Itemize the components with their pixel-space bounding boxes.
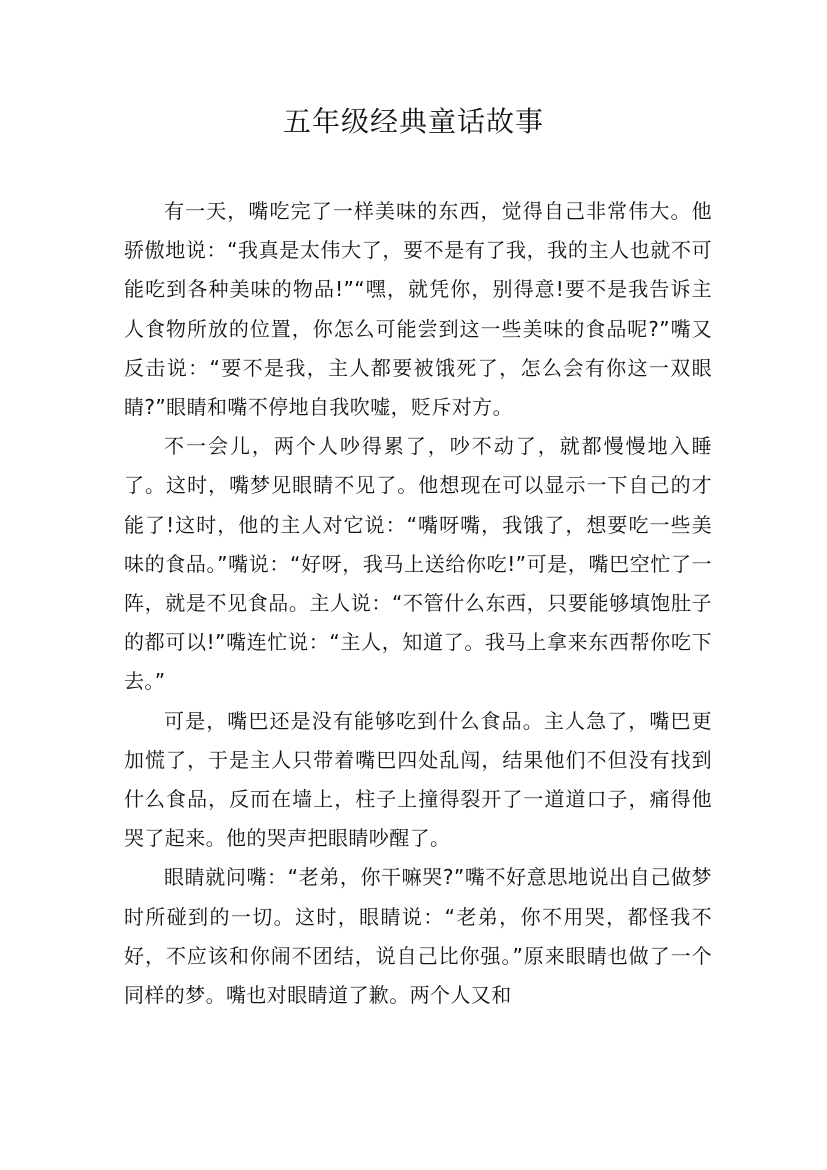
- document-body: [124, 192, 712, 1015]
- paragraph-2: 不一会儿，两个人吵得累了，吵不动了，就都慢慢地入睡了。这时，嘴梦见眼睛不见了。他想现在可以显示一下自己的才能了!这时，他的主人对它说：“嘴呀嘴，我饿了，想要吃一些美味的食品。”嘴说：“好呀，我马上送给你吃!”可是，嘴巴空忙了一阵，就是不见食品。主人说：“不管什么东西，只要能够填饱肚子的都可以!”嘴连忙说：“主人，知道了。我马上拿来东西帮你吃下去。”: [124, 434, 712, 694]
- document-title: 五年级经典童话故事: [282, 105, 544, 138]
- paragraph-1: 有一天，嘴吃完了一样美味的东西，觉得自己非常伟大。他骄傲地说：“我真是太伟大了，要不是有了我，我的主人也就不可能吃到各种美味的物品!”“嘿，就凭你，别得意!要不是我告诉主人食物所放的位置，你怎么可能尝到这一些美味的食品呢?”嘴又反击说：“要不是我，主人都要被饿死了，怎么会有你这一双眼睛?”眼睛和嘴不停地自我吹嘘，贬斥对方。: [124, 199, 712, 420]
- paragraph-3: 可是，嘴巴还是没有能够吃到什么食品。主人急了，嘴巴更加慌了，于是主人只带着嘴巴四处乱闯，结果他们不但没有找到什么食品，反而在墙上，柱子上撞得裂开了一道道口子，痛得他哭了起来。他的哭声把眼睛吵醒了。: [124, 708, 712, 851]
- paragraph-4: 眼睛就问嘴：“老弟，你干嘛哭?”嘴不好意思地说出自己做梦时所碰到的一切。这时，眼睛说：“老弟，你不用哭，都怪我不好，不应该和你闹不团结，说自己比你强。”原来眼睛也做了一个同样的梦。嘴也对眼睛道了歉。两个人又和: [124, 865, 712, 1008]
